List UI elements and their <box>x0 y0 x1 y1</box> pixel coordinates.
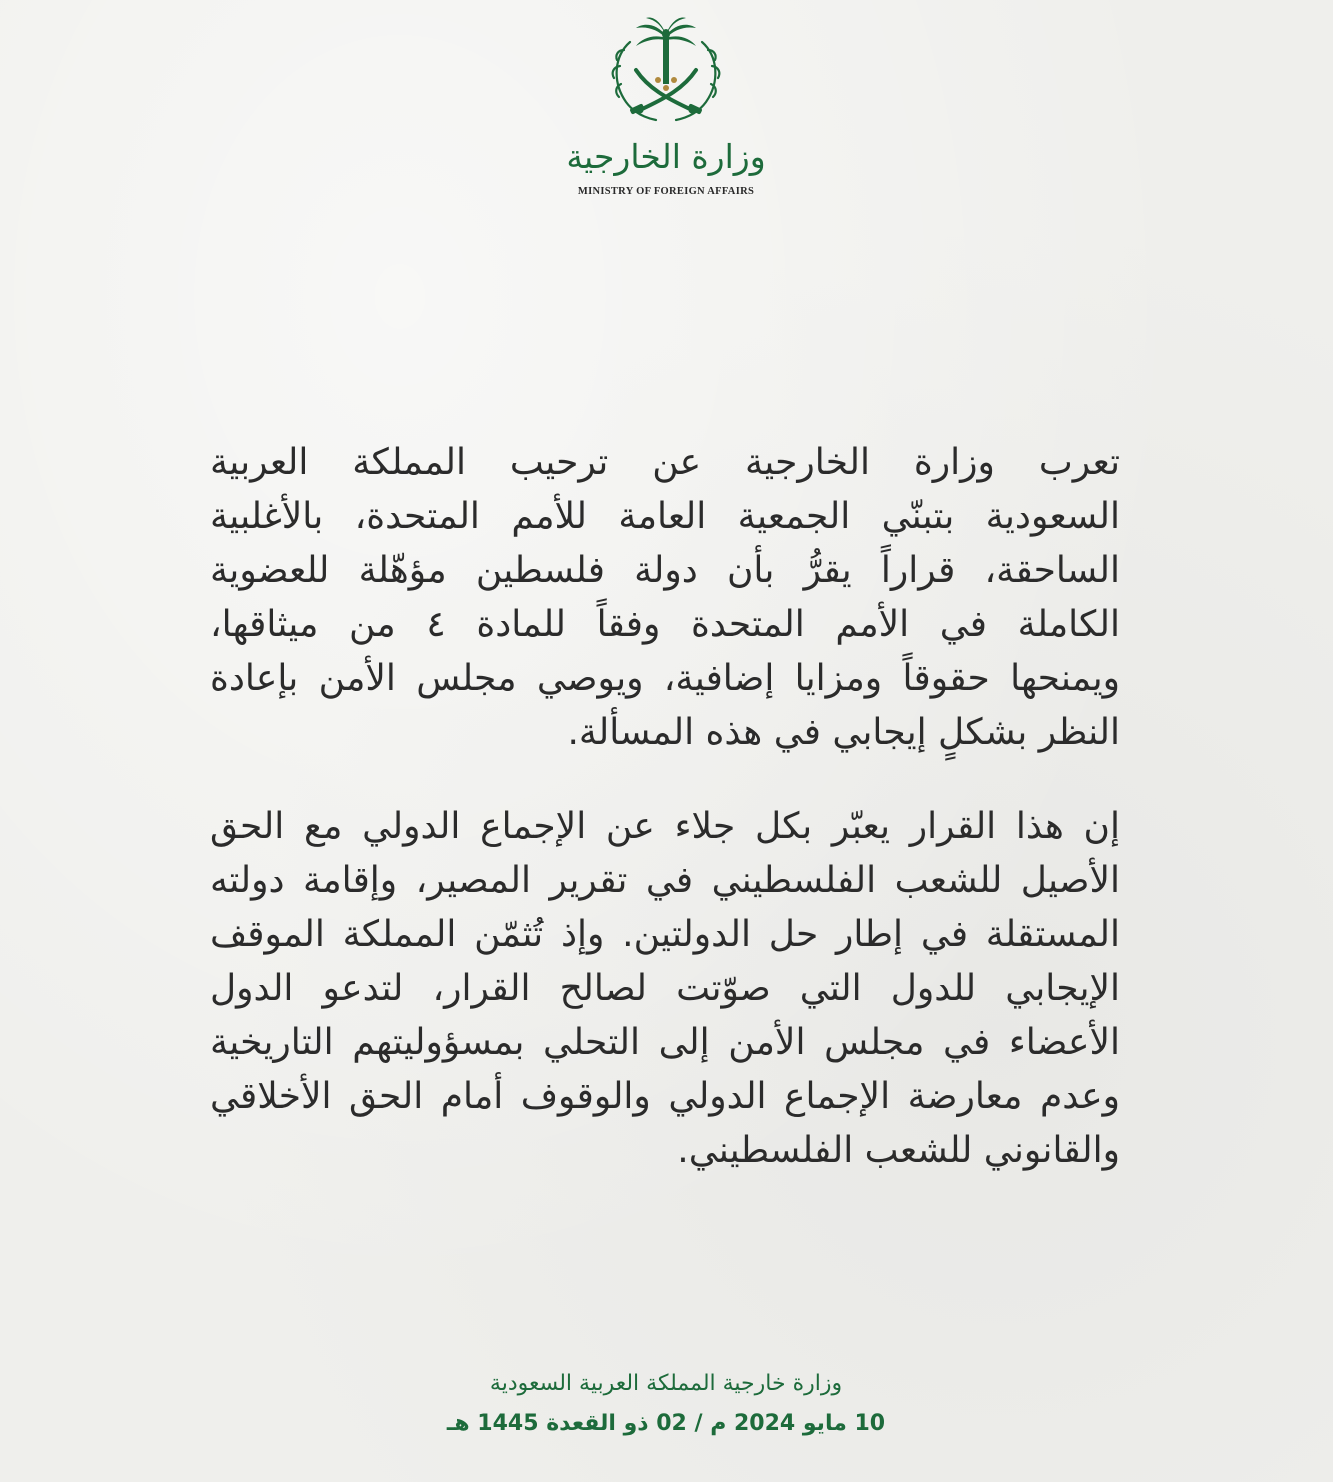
statement-footer <box>366 1368 966 1440</box>
paragraph-1-line: السعودية بتبنّي الجمعية العامة للأمم المتحدة، بالأغلبية <box>210 496 1120 537</box>
ministry-name-arabic: وزارة الخارجية <box>566 137 766 176</box>
paragraph-2-line: المستقلة في إطار حل الدولتين. وإذ تُثمّن المملكة الموقف <box>210 914 1120 955</box>
paragraph-1-line: الساحقة، قراراً يقرُّ بأن دولة فلسطين مؤهّلة للعضوية <box>210 550 1120 591</box>
paragraph-1-line: النظر بشكلٍ إيجابي في هذه المسألة. <box>567 712 1120 753</box>
saudi-emblem-icon <box>600 14 732 134</box>
issue-date: 10 مايو 2024 م / 02 ذو القعدة 1445 هـ <box>446 1411 886 1436</box>
issuer-name: وزارة خارجية المملكة العربية السعودية <box>489 1371 843 1396</box>
ministry-header <box>566 14 766 204</box>
paragraph-2-line: الإيجابي للدول التي صوّتت لصالح القرار، لتدعو الدول <box>210 968 1120 1009</box>
paragraph-2-line: إن هذا القرار يعبّر بكل جلاء عن الإجماع الدولي مع الحق <box>210 806 1120 847</box>
statement-paragraph-1 <box>210 436 1120 760</box>
paragraph-1-line: تعرب وزارة الخارجية عن ترحيب المملكة العربية <box>210 442 1120 483</box>
statement-body <box>210 436 1120 1178</box>
paragraph-2-line: الأعضاء في مجلس الأمن إلى التحلي بمسؤوليتهم التاريخية <box>210 1022 1120 1063</box>
statement-paragraph-2 <box>210 800 1120 1178</box>
paragraph-2-line: والقانوني للشعب الفلسطيني. <box>677 1130 1120 1171</box>
paragraph-1-line: الكاملة في الأمم المتحدة وفقاً للمادة ٤ من ميثاقها، <box>210 604 1120 645</box>
paragraph-2-line: وعدم معارضة الإجماع الدولي والوقوف أمام الحق الأخلاقي <box>210 1076 1120 1117</box>
paragraph-2-line: الأصيل للشعب الفلسطيني في تقرير المصير، وإقامة دولته <box>210 860 1120 901</box>
ministry-name-english: MINISTRY OF FOREIGN AFFAIRS <box>577 186 755 197</box>
paragraph-1-line: ويمنحها حقوقاً ومزايا إضافية، ويوصي مجلس الأمن بإعادة <box>210 658 1120 699</box>
